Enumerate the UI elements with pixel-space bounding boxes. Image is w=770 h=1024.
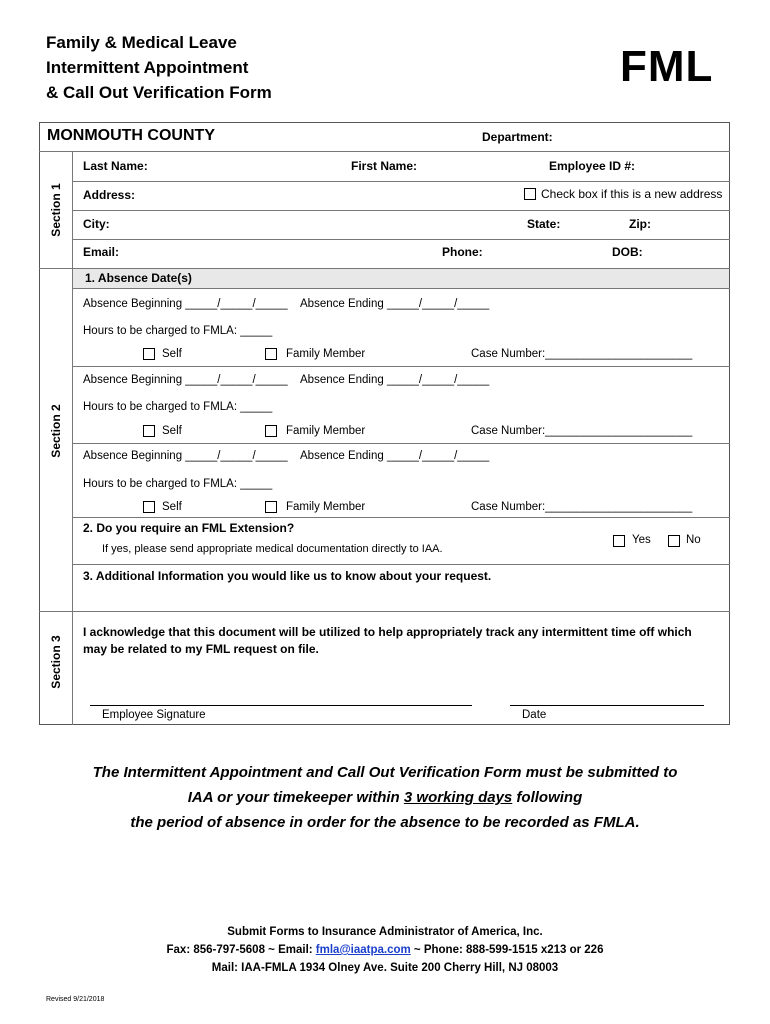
absence-ending-3[interactable]: Absence Ending _____/_____/_____ <box>300 450 490 462</box>
extension-question: 2. Do you require an FML Extension? <box>83 521 295 535</box>
self-label-1: Self <box>162 348 182 360</box>
family-member-checkbox-3[interactable] <box>265 501 277 513</box>
address-label: Address: <box>83 188 136 202</box>
self-checkbox-1[interactable] <box>143 348 155 360</box>
absence-beginning-2[interactable]: Absence Beginning _____/_____/_____ <box>83 374 288 386</box>
zip-label: Zip: <box>629 217 651 231</box>
section-1-label: Section 1 <box>49 183 63 237</box>
email-link[interactable]: fmla@iaatpa.com <box>315 944 411 956</box>
email-label: Email: <box>83 245 120 259</box>
notice-deadline: 3 working days <box>403 789 513 806</box>
footer-contact: Fax: 856-797-5608 ~ Email: fmla@iaatpa.com ~ Phone: 888-599-1515 x213 or 226 <box>166 944 604 956</box>
footer-mail: Mail: IAA-FMLA 1934 Olney Ave. Suite 200 Cherry Hill, NJ 08003 <box>211 962 559 974</box>
revised-date: Revised 9/21/2018 <box>46 996 105 1003</box>
date-label: Date <box>522 709 547 721</box>
family-member-label-3: Family Member <box>286 501 366 513</box>
absence-dates-heading: 1. Absence Date(s) <box>85 271 192 285</box>
department-label: Department: <box>482 130 553 144</box>
new-address-label: Check box if this is a new address <box>541 187 723 201</box>
hours-charged-2[interactable]: Hours to be charged to FMLA: _____ <box>83 401 273 413</box>
date-line[interactable] <box>510 705 704 706</box>
dob-label: DOB: <box>612 245 643 259</box>
family-member-checkbox-1[interactable] <box>265 348 277 360</box>
extension-yes-checkbox[interactable] <box>613 535 625 547</box>
family-member-label-1: Family Member <box>286 348 366 360</box>
case-number-2[interactable]: Case Number:_______________________ <box>471 425 693 437</box>
employee-id-label: Employee ID #: <box>549 159 636 173</box>
form-title-line-1: Family & Medical Leave <box>46 33 237 52</box>
state-label: State: <box>527 217 561 231</box>
self-checkbox-3[interactable] <box>143 501 155 513</box>
first-name-label: First Name: <box>351 159 418 173</box>
self-label-2: Self <box>162 425 182 437</box>
absence-ending-1[interactable]: Absence Ending _____/_____/_____ <box>300 298 490 310</box>
case-number-1[interactable]: Case Number:_______________________ <box>471 348 693 360</box>
acknowledgement-line-2: may be related to my FML request on file. <box>83 642 319 656</box>
form-title-line-2: Intermittent Appointment <box>46 58 249 77</box>
family-member-checkbox-2[interactable] <box>265 425 277 437</box>
absence-beginning-3[interactable]: Absence Beginning _____/_____/_____ <box>83 450 288 462</box>
employee-signature-label: Employee Signature <box>102 709 206 721</box>
extension-no-label: No <box>686 534 701 546</box>
phone-label: Phone: <box>442 245 483 259</box>
county-name: MONMOUTH COUNTY <box>47 127 215 144</box>
family-member-label-2: Family Member <box>286 425 366 437</box>
city-label: City: <box>83 217 110 231</box>
notice-line-1: The Intermittent Appointment and Call Out Verification Form must be submitted to <box>92 764 678 781</box>
extension-no-checkbox[interactable] <box>668 535 680 547</box>
hours-charged-1[interactable]: Hours to be charged to FMLA: _____ <box>83 325 273 337</box>
self-checkbox-2[interactable] <box>143 425 155 437</box>
hours-charged-3[interactable]: Hours to be charged to FMLA: _____ <box>83 478 273 490</box>
extension-note: If yes, please send appropriate medical documentation directly to IAA. <box>102 543 443 555</box>
section-2-label: Section 2 <box>49 404 63 458</box>
acknowledgement-line-1: I acknowledge that this document will be utilized to help appropriately track any intermittent time off which <box>83 625 692 639</box>
extension-yes-label: Yes <box>632 534 651 546</box>
absence-beginning-1[interactable]: Absence Beginning _____/_____/_____ <box>83 298 288 310</box>
absence-ending-2[interactable]: Absence Ending _____/_____/_____ <box>300 374 490 386</box>
new-address-checkbox[interactable] <box>524 188 536 200</box>
additional-info-label: 3. Additional Information you would like us to know about your request. <box>83 569 492 583</box>
case-number-3[interactable]: Case Number:_______________________ <box>471 501 693 513</box>
notice-line-3: the period of absence in order for the absence to be recorded as FMLA. <box>130 814 640 831</box>
notice-line-2: IAA or your timekeeper within 3 working days following <box>187 789 583 806</box>
signature-line[interactable] <box>90 705 472 706</box>
section-3-label: Section 3 <box>49 635 63 689</box>
fml-badge: FML <box>620 42 714 91</box>
last-name-label: Last Name: <box>83 159 148 173</box>
self-label-3: Self <box>162 501 182 513</box>
form-title-line-3: & Call Out Verification Form <box>46 83 272 102</box>
footer-company: Submit Forms to Insurance Administrator of America, Inc. <box>227 926 543 938</box>
